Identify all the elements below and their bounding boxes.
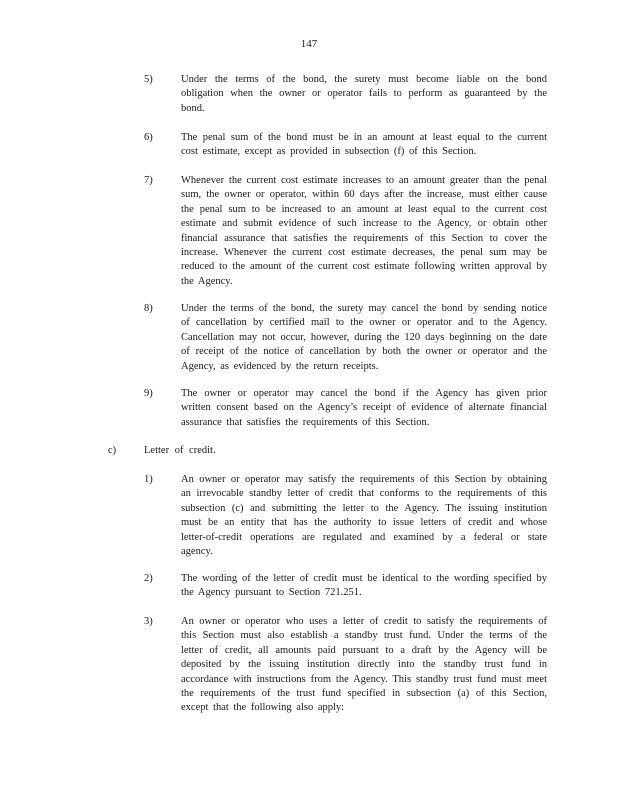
item-number: 2) xyxy=(144,573,153,584)
item-text: The penal sum of the bond must be in an amount at least equal to the current cost estimate, except as provided in subsection (f) of this Section. xyxy=(181,132,547,158)
item-number: 6) xyxy=(144,132,153,143)
item-number: 3) xyxy=(144,616,153,627)
item-text: The owner or operator may cancel the bond if the Agency has given prior written consent based on the Agency’s receipt of evidence of alternate financial assurance that satisfies the requirements of this Section. xyxy=(181,388,547,428)
item-number: 5) xyxy=(144,74,153,85)
item-text: The wording of the letter of credit must be identical to the wording specified by the Agency pursuant to Section 721.251. xyxy=(181,573,547,599)
item-number: 9) xyxy=(144,388,153,399)
item-text: Under the terms of the bond, the surety must become liable on the bond obligation when the owner or operator fails to perform as guaranteed by the bond. xyxy=(181,74,547,114)
page-number: 147 xyxy=(300,38,318,50)
section-letter: c) xyxy=(108,445,117,456)
section-title: Letter of credit. xyxy=(144,445,216,456)
item-text: An owner or operator who uses a letter of credit to satisfy the requirements of this Section must also establish a standby trust fund. Under the terms of the letter of credit, all amounts paid pursuant to a draft by the Agency will be deposited by the issuing institution directly into the standby trust fund in accordance with instructions from the Agency. This standby trust fund must meet the requirements of the trust fund specified in subsection (a) of this Section, except that the following also apply: xyxy=(181,616,547,714)
item-number: 7) xyxy=(144,175,153,186)
item-number: 8) xyxy=(144,303,153,314)
item-text: Whenever the current cost estimate increases to an amount greater than the penal sum, the owner or operator, within 60 days after the increase, must either cause the penal sum to be increased to an amount at least equal to the current cost estimate and submit evidence of such increase to the Agency, or obtain other financial assurance that satisfies the requirements of this Section to cover the increase. Whenever the current cost estimate decreases, the penal sum may be reduced to the amount of the current cost estimate following written approval by the Agency. xyxy=(181,175,547,287)
item-text: An owner or operator may satisfy the requirements of this Section by obtaining an irrevocable standby letter of credit that conforms to the requirements of this subsection (c) and submitting the letter to the Agency. The issuing institution must be an entity that has the authority to issue letters of credit and whose letter-of-credit operations are regulated and examined by a federal or state agency. xyxy=(181,474,547,558)
item-text: Under the terms of the bond, the surety may cancel the bond by sending notice of cancellation by certified mail to the owner or operator and to the Agency. Cancellation may not occur, however, during the 120 days beginning on the date of receipt of the notice of cancellation by both the owner or operator and the Agency, as evidenced by the return receipts. xyxy=(181,303,547,372)
item-number: 1) xyxy=(144,474,153,485)
